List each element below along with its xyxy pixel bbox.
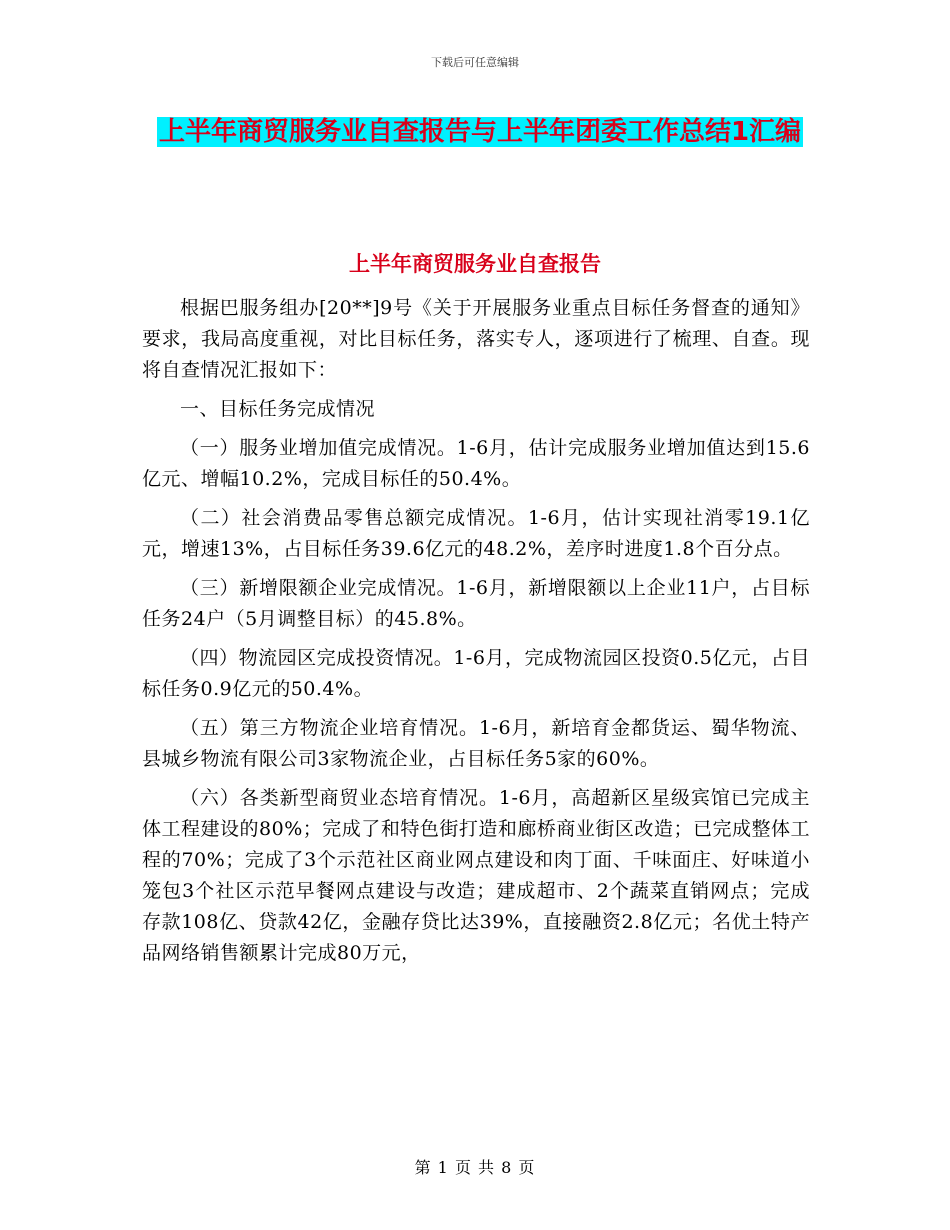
paragraph: （四）物流园区完成投资情况。1-6月，完成物流园区投资0.5亿元，占目标任务0.9亿元的50.4%。: [142, 647, 810, 700]
paragraph: （六）各类新型商贸业态培育情况。1-6月，高超新区星级宾馆已完成主体工程建设的80%；完成了和特色街打造和廊桥商业街区改造；已完成整体工程的70%；完成了3个示范社区商业网点建设和肉丁面、千味面庄、好味道小笼包3个社区示范早餐网点建设与改造；建成超市、2个蔬菜直销网点；完成存款108亿、贷款42亿，金融存贷比达39%，直接融资2.8亿元；名优土特产品网络销售额累计完成80万元，: [142, 787, 810, 964]
header-note: 下载后可任意编辑: [431, 56, 519, 69]
section-title: 上半年商贸服务业自查报告: [349, 252, 601, 276]
paragraph: （二）社会消费品零售总额完成情况。1-6月，估计实现社消零19.1亿元，增速13%，占目标任务39.6亿元的48.2%，差序时进度1.8个百分点。: [142, 507, 810, 560]
paragraph: 根据巴服务组办[20**]9号《关于开展服务业重点目标任务督查的通知》要求，我局高度重视，对比目标任务，落实专人，逐项进行了梳理、自查。现将自查情况汇报如下：: [142, 297, 810, 381]
document-title: [140, 108, 820, 156]
paragraph: （一）服务业增加值完成情况。1-6月，估计完成服务业增加值达到15.6亿元、增幅10.2%，完成目标任的50.4%。: [142, 437, 810, 490]
document-title-text: 上半年商贸服务业自查报告与上半年团委工作总结1汇编: [158, 117, 802, 147]
paragraph: （三）新增限额企业完成情况。1-6月，新增限额以上企业11户，占目标任务24户（5月调整目标）的45.8%。: [142, 577, 810, 630]
page-number-footer: 第 1 页 共 8 页: [414, 1158, 536, 1177]
paragraph: （五）第三方物流企业培育情况。1-6月，新培育金都货运、蜀华物流、县城乡物流有限公司3家物流企业，占目标任务5家的60%。: [142, 717, 810, 770]
paragraph: 一、目标任务完成情况: [180, 398, 376, 420]
document-body: [142, 293, 810, 977]
